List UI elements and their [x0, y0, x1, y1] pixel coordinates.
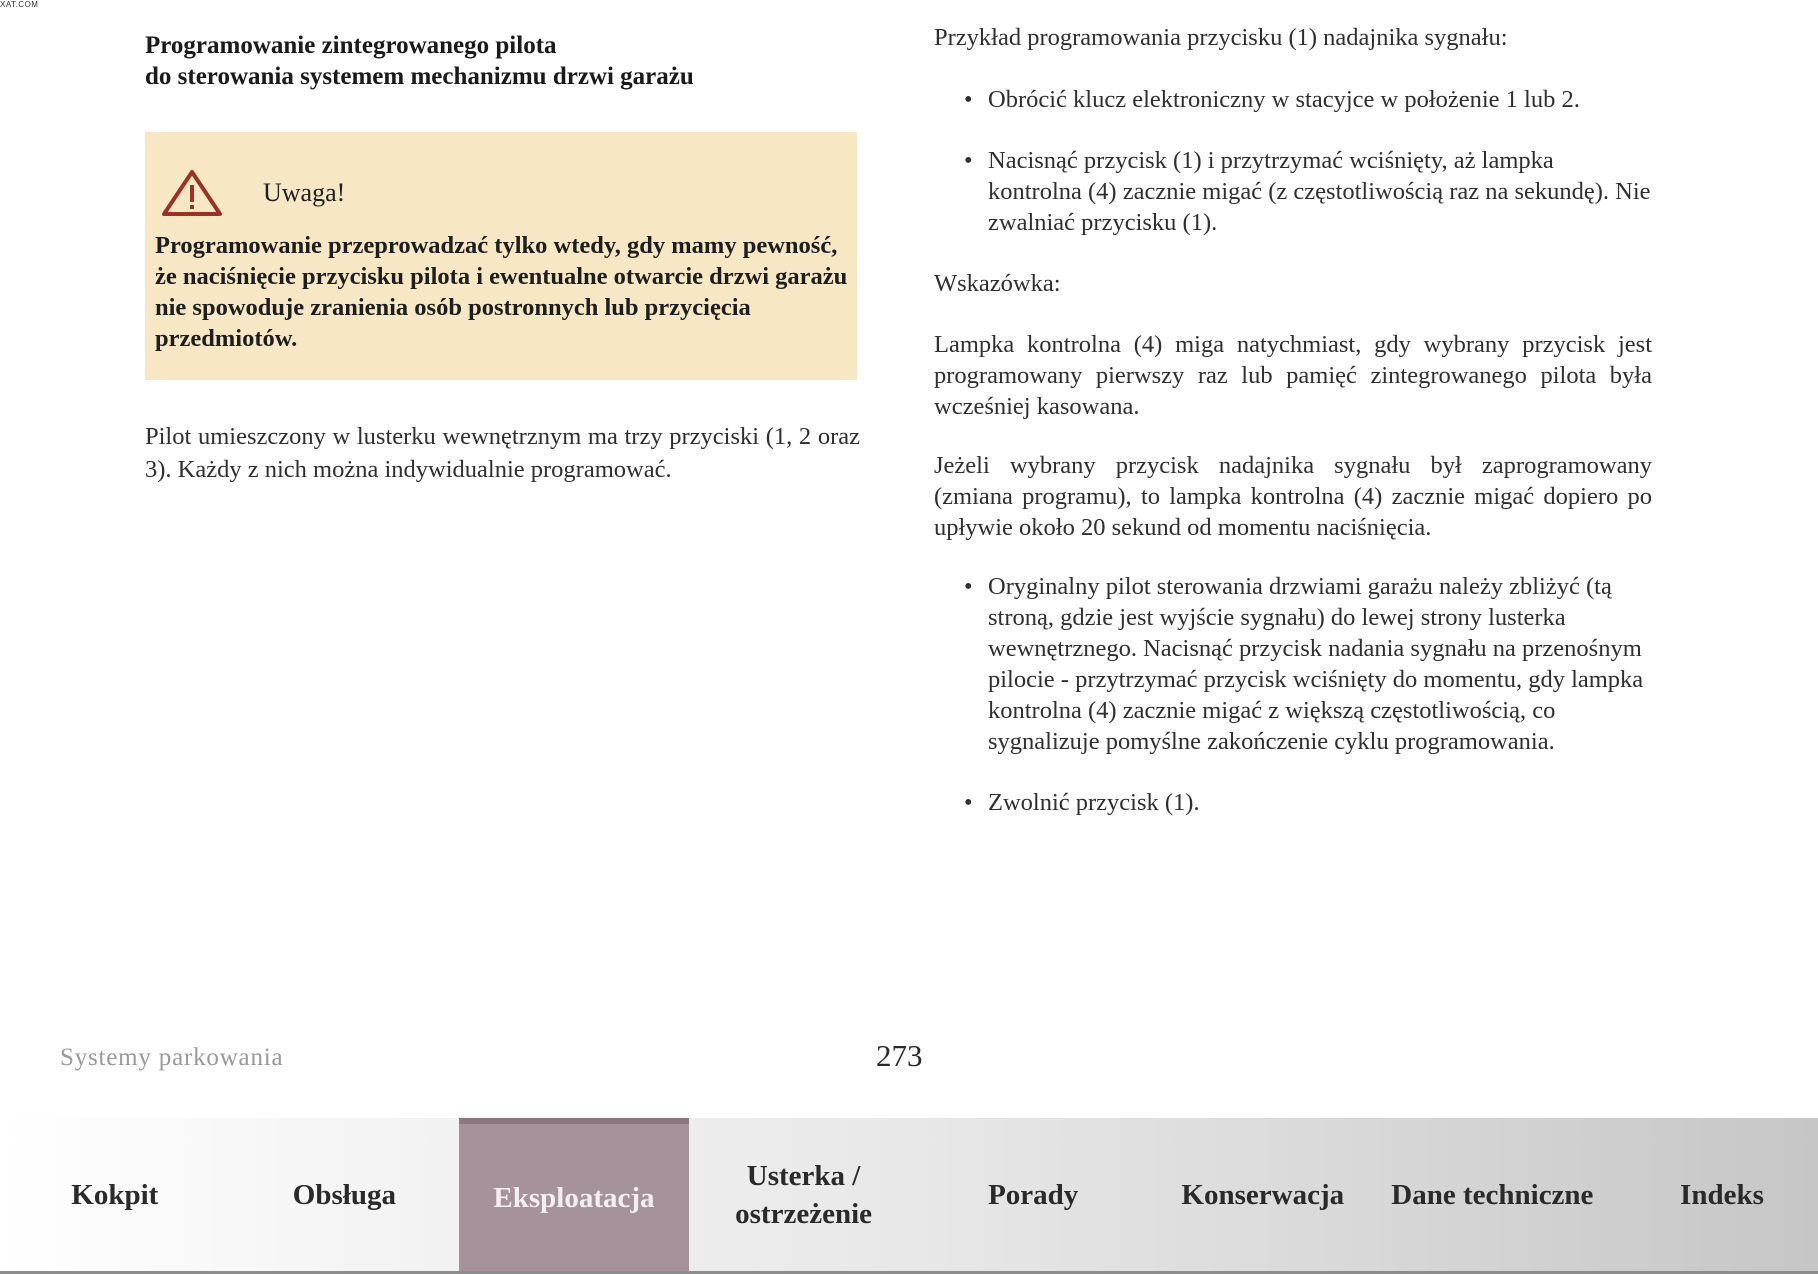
- left-column: [145, 30, 860, 511]
- corner-watermark: XAT.COM: [0, 0, 39, 9]
- tab-porady[interactable]: Porady: [988, 1178, 1079, 1211]
- tab-obsluga[interactable]: Obsługa: [292, 1178, 396, 1211]
- list-item: [934, 787, 1652, 818]
- tab-dane-techniczne[interactable]: Dane techniczne: [1391, 1178, 1594, 1211]
- list-item-text: Oryginalny pilot sterowania drzwiami garażu należy zbliżyć (tą stroną, gdzie jest wyjście sygnału) do lewej strony lusterka wewnętrznego. Nacisnąć przycisk nadania sygnału na przenośnym pilocie - przytrzymać przycisk wciśnięty do momentu, gdy lampka kontrolna (4) zacznie migać z większą częstotliwością, co sygnalizuje pomyślne zakończenie cyklu programowania.: [988, 573, 1644, 755]
- warning-box: [145, 132, 857, 380]
- tab-kokpit[interactable]: Kokpit: [71, 1178, 159, 1211]
- note-label: Wskazówka:: [934, 270, 1061, 297]
- tab-eksploatacja[interactable]: Eksploatacja: [459, 1118, 689, 1271]
- note-paragraph-1: Lampka kontrolna (4) miga natychmiast, gdy wybrany przycisk jest programowany pierwszy raz lub pamięć zintegrowanego pilota była wcześniej kasowana.: [934, 331, 1652, 420]
- list-item: [934, 571, 1652, 757]
- warning-triangle-icon: [161, 169, 223, 217]
- chapter-nav-bar: [0, 1118, 1818, 1274]
- list-item: [934, 84, 1652, 115]
- warning-text: Programowanie przeprowadzać tylko wtedy, gdy mamy pewność, że naciśnięcie przycisku pilota i ewentualne otwarcie drzwi garażu nie spowoduje zranienia osób postronnych lub przycięcia przedmiotów.: [155, 232, 848, 352]
- bullet-icon: •: [964, 573, 973, 600]
- warning-header: [155, 168, 849, 218]
- section-title: [145, 30, 860, 92]
- tab-usterka-ostrzezenie[interactable]: Usterka / ostrzeżenie: [735, 1159, 872, 1230]
- left-paragraph: Pilot umieszczony w lusterku wewnętrznym ma trzy przyciski (1, 2 oraz 3). Każdy z nich można indywidualnie programować.: [145, 423, 860, 483]
- page-number: 273: [876, 1038, 923, 1073]
- warning-label: Uwaga!: [263, 178, 346, 207]
- tab-indeks[interactable]: Indeks: [1680, 1178, 1764, 1211]
- steps-list-b: [934, 571, 1652, 818]
- footer-section-name: Systemy parkowania: [60, 1044, 284, 1071]
- list-item-text: Nacisnąć przycisk (1) i przytrzymać wciśnięty, aż lampka kontrolna (4) zacznie migać (z częstotliwością raz na sekundę). Nie zwalniać przycisku (1).: [988, 147, 1651, 236]
- list-item-text: Zwolnić przycisk (1).: [988, 789, 1200, 816]
- bullet-icon: •: [964, 86, 973, 113]
- note-paragraph-2: Jeżeli wybrany przycisk nadajnika sygnału był zaprogramowany (zmiana programu), to lampka kontrolna (4) zacznie migać dopiero po upływie około 20 sekund od momentu naciśnięcia.: [934, 452, 1652, 541]
- intro-text: Przykład programowania przycisku (1) nadajnika sygnału:: [934, 24, 1508, 51]
- section-title-line-1: Programowanie zintegrowanego pilota: [145, 32, 557, 59]
- section-title-line-2: do sterowania systemem mechanizmu drzwi garażu: [145, 63, 694, 90]
- steps-list-a: [934, 84, 1652, 238]
- tab-konserwacja[interactable]: Konserwacja: [1181, 1178, 1345, 1211]
- right-column: [934, 22, 1652, 818]
- list-item: [934, 145, 1652, 238]
- bullet-icon: •: [964, 147, 973, 174]
- list-item-text: Obrócić klucz elektroniczny w stacyjce w położenie 1 lub 2.: [988, 86, 1580, 113]
- bullet-icon: •: [964, 789, 973, 816]
